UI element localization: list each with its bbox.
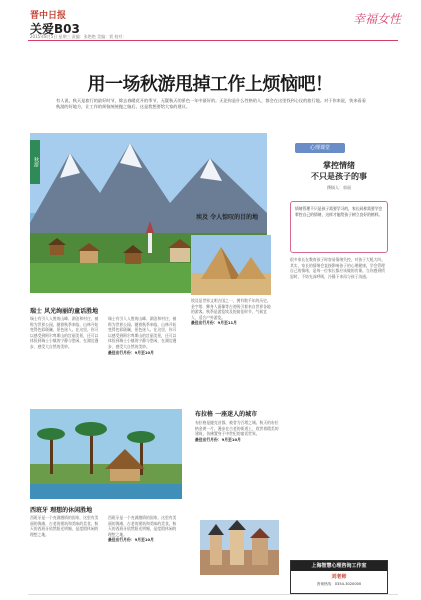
article-title-prague: 布拉格 一座迷人的城市 — [195, 411, 258, 418]
article-body-prague — [195, 420, 280, 442]
sidebar-box — [290, 201, 388, 253]
article-body-switzerland-cont — [108, 316, 180, 355]
lede-paragraph: 有人说，秋天是旅行的最好时节，除去春暖花开的季节，无疑秋天的景色一年中最好的。无论你是什么性格的人，都会在这里找到心仪的旅行地。对于你来说，快来看看秋游的好地方，让工作的烦恼统统抛之脑后。这是我想要给大家的建议。 — [56, 98, 366, 109]
sidebar-body: 很多家长在教育孩子时容易情绪失控，对孩子大吼大叫。其实，家长的情绪会直接影响孩子的心理健康。学会管理自己的情绪，是每一位家长都应该做的功课。当你感到愤怒时，不妨先深呼吸，冷静下来再与孩子沟通。 — [290, 257, 385, 279]
sidebar-column — [290, 143, 388, 593]
sidebar-ad — [290, 560, 388, 594]
tropical-resort-photo — [30, 409, 182, 499]
article-title-switzerland: 瑞士 风光绚丽的童话胜地 — [30, 308, 99, 315]
article-body-prague-text: 布拉格是捷克首都，被誉为百塔之城。秋天的布拉格金黄一片，漫步在古老的街道上，欣赏着精美的建筑，仿佛置身于中世纪的童话世界。 — [195, 420, 279, 437]
article-body-spain-2: 西班牙是一个充满激情的国家，这里有美丽的海滩、古老的建筑和美味的美食。秋天的西班牙依然阳光明媚，是度假休闲的理想之地。 — [108, 515, 177, 537]
pyramid-illustration — [191, 235, 271, 295]
old-town-illustration — [200, 520, 279, 575]
sidebar-ad-title: 上海智慧心理咨询工作室 — [291, 561, 387, 571]
footer-divider — [28, 594, 398, 595]
article-body-spain: 西班牙是一个充满激情的国家，这里有美丽的海滩、古老的建筑和美味的美食。秋天的西班牙依然阳光明媚，是度假休闲的理想之地。 — [30, 515, 99, 537]
article-body-switzerland-2: 瑞士有引人入胜的山峰、湖泊和村庄，被称为世界公园。随着秋季来临，山林开始变得色彩斑斓，景色迷人。在这里，你可以感受到阿尔卑斯山的壮丽美景，还可以体验到瑞士小镇的宁静与悠闲，在湖边漫步，感受大自然的美妙。 — [108, 316, 177, 349]
article-body-egypt-text: 埃及是世界文明古国之一，拥有数千年的历史。金字塔、狮身人面像等古迹吸引着来自世界各地的游客。秋季是游览埃及的最佳时节，气候宜人，适合户外游览。 — [191, 298, 271, 320]
article-body-egypt — [191, 298, 273, 326]
article-title-egypt: 埃及 令人惊叹的目的地 — [196, 214, 259, 221]
header-decoration — [271, 8, 411, 38]
article-note-egypt: 最佳出行月份：9月至11月 — [191, 320, 237, 326]
article-body-spain-cont — [108, 515, 180, 543]
article-note-prague: 最佳出行月份：9月至10月 — [195, 436, 241, 442]
sidebar-tag: 心理课堂 — [295, 143, 345, 153]
sidebar-byline: 撰稿人：郭丽 — [327, 185, 351, 190]
sidebar-ad-name: 刘老师 — [331, 574, 347, 580]
article-note-spain: 最佳出行月份：9月至10月 — [108, 537, 154, 543]
section-side-tag: 秋游 — [30, 140, 40, 184]
newspaper-brand: 晋中日报 — [30, 11, 67, 21]
header-divider — [28, 40, 398, 41]
article-note-switzerland: 最佳出行月份：9月至10月 — [108, 349, 154, 355]
section-label: 关爱B03 — [30, 22, 80, 36]
article-title-spain: 西班牙 理想的休闲胜地 — [30, 507, 93, 514]
page-header — [0, 0, 421, 40]
article-body-switzerland: 瑞士有引人入胜的山峰、湖泊和村庄，被称为世界公园。随着秋季来临，山林开始变得色彩斑斓，景色迷人。在这里，你可以感受到阿尔卑斯山的壮丽美景，还可以体验到瑞士小镇的宁静与悠闲，在湖边漫步，感受大自然的美妙。 — [30, 316, 99, 349]
pyramid-photo — [191, 235, 271, 295]
sidebar-box-text: 情绪管理不只是孩子需要学习的，家长同样需要学会掌控自己的情绪，这样才能给孩子树立良好的榜样。 — [295, 206, 383, 217]
column-logo: 幸福女性 — [352, 12, 401, 26]
main-headline: 用一场秋游甩掉工作上烦恼吧！ — [87, 74, 333, 95]
tropical-resort-illustration — [30, 409, 182, 499]
old-town-photo — [200, 520, 279, 575]
dateline: 2015年8月5日 星期三 责编：张艳艳 美编：贾 校对： — [30, 34, 127, 39]
sidebar-ad-phone: 咨询热线：0354-3020000 — [316, 582, 362, 586]
sidebar-title: 掌控情绪 不只是孩子的事 — [311, 161, 367, 181]
